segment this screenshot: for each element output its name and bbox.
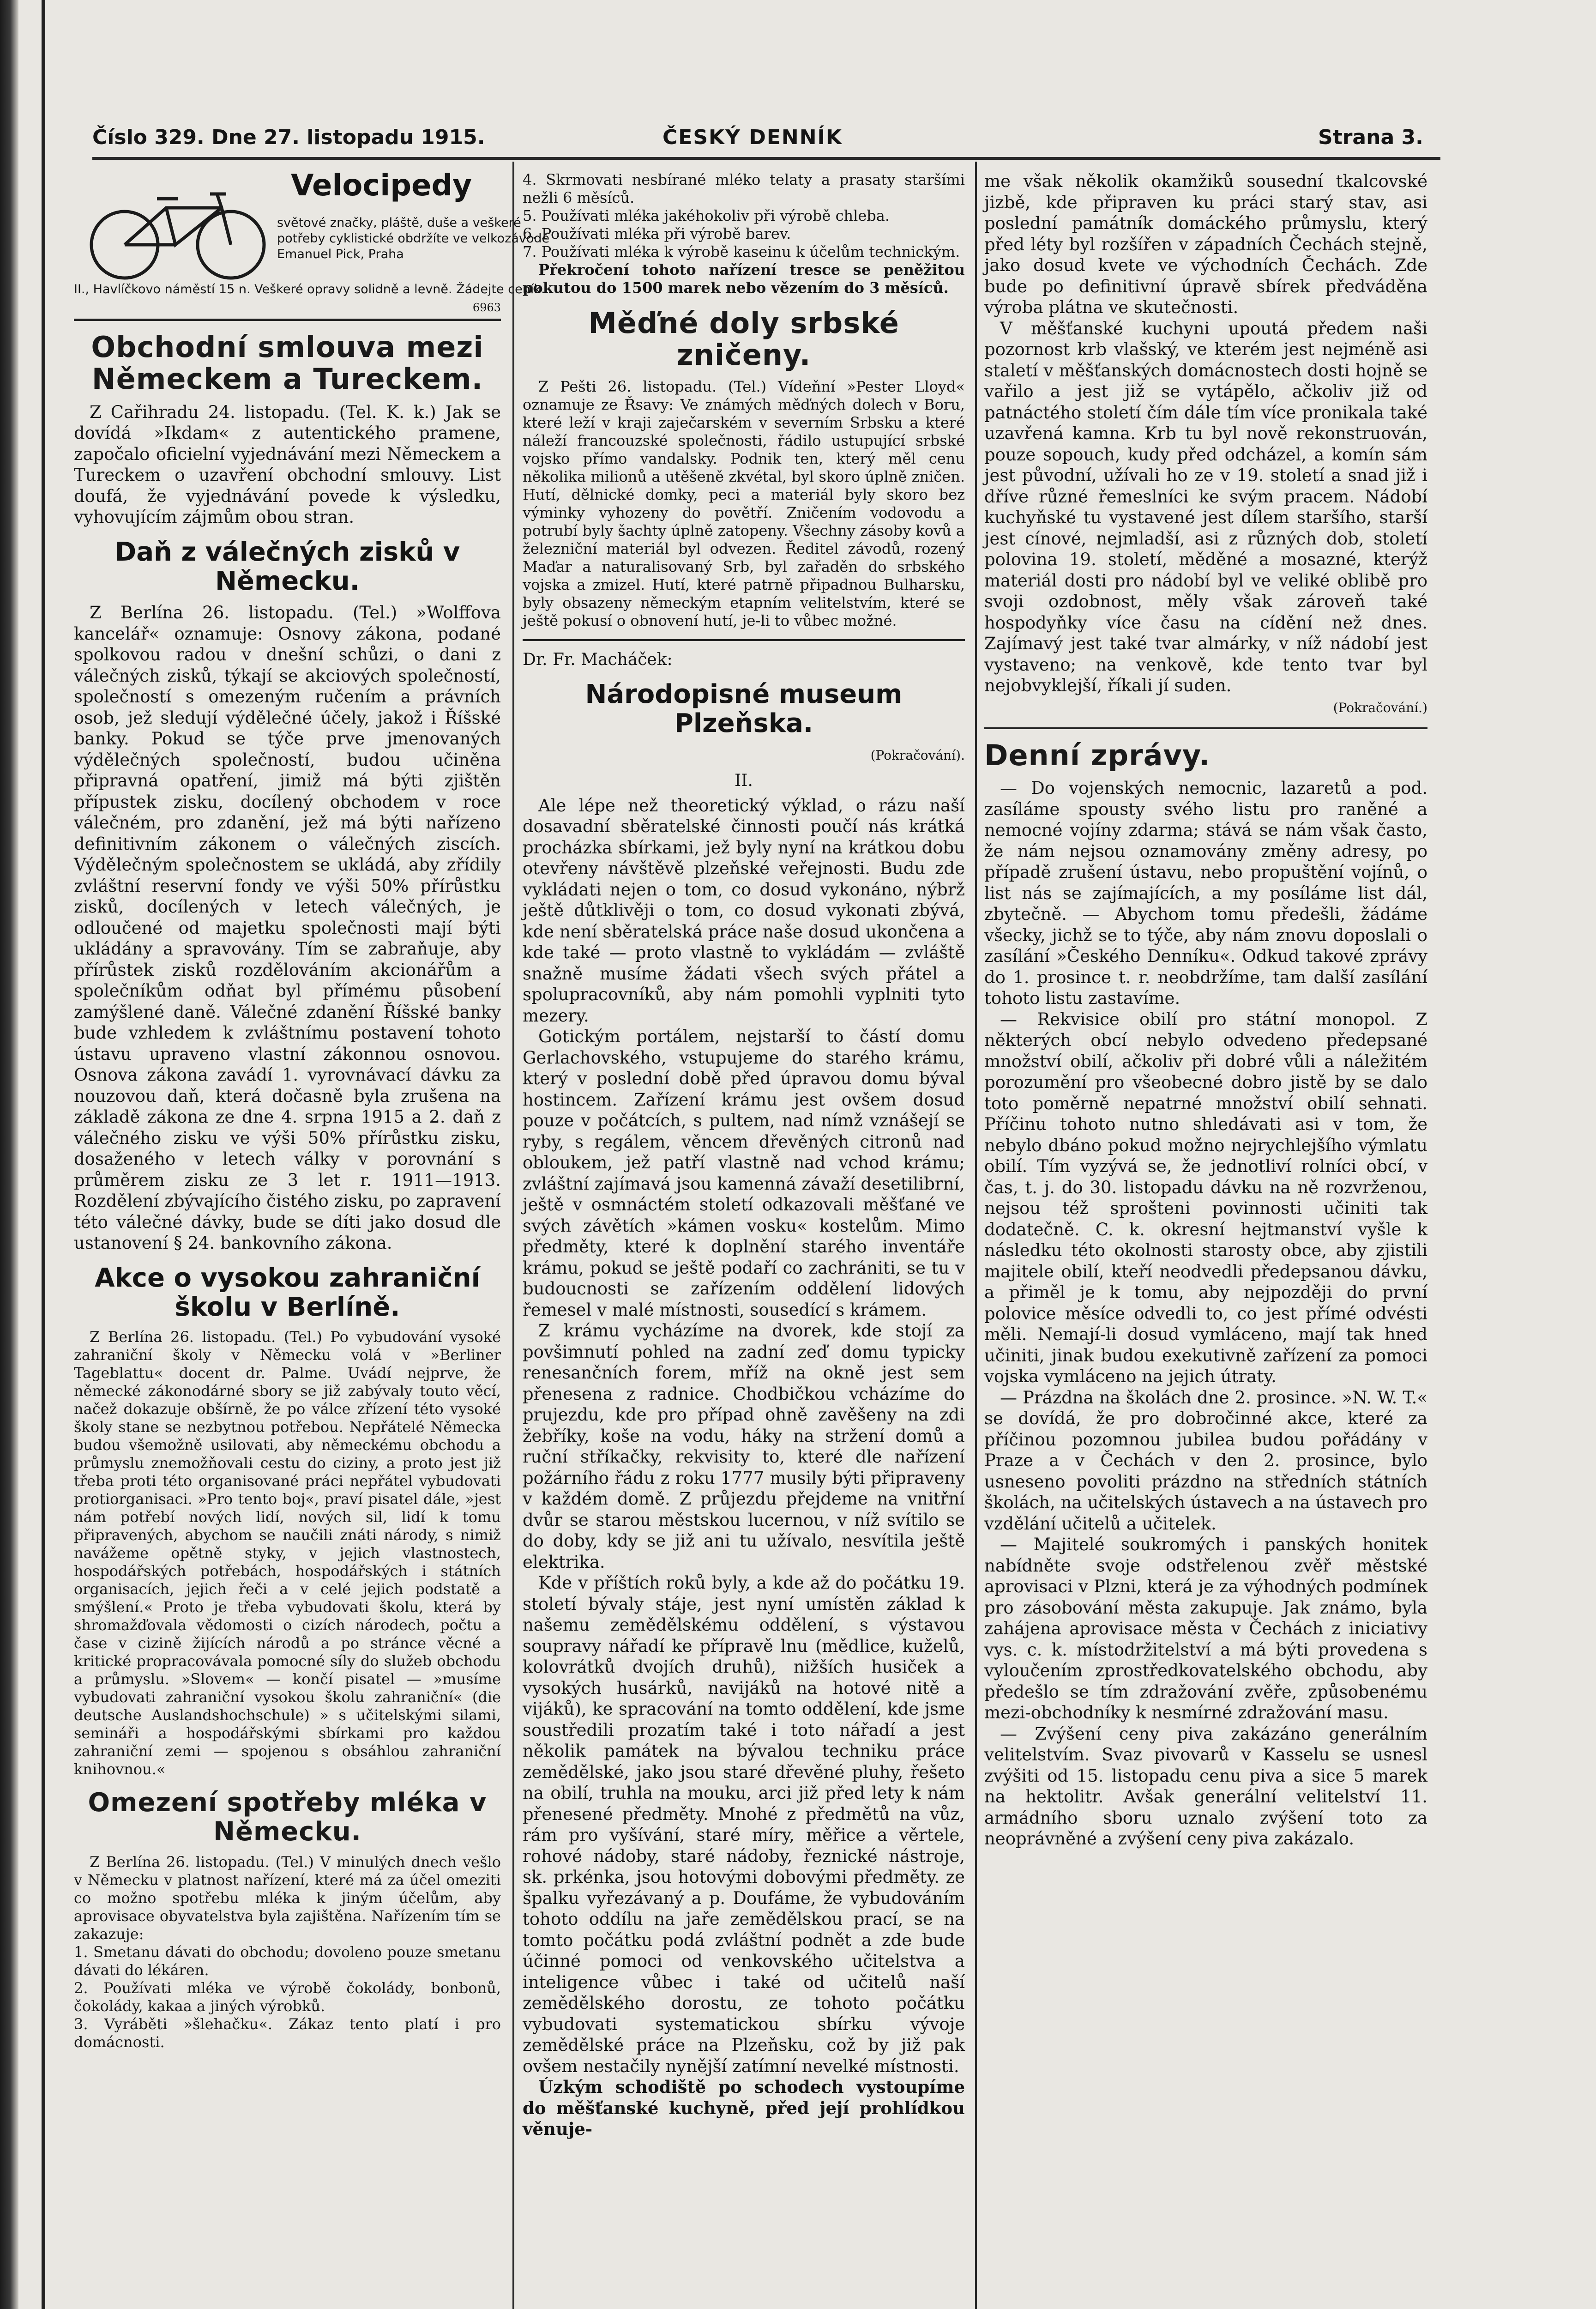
headline-museum: Národopisné museum Plzeňska.	[585, 679, 903, 739]
news-grain-requisition: — Rekvisice obilí pro státní monopol. Z některých obcí nebylo odvedeno předepsané množství obilí, ačkoliv při dobré vůli a náležitém porozumění pro všeobecné dobro jistě by se dalo toto poměrně nepatrné množství obilí sehnati. Příčinu tohoto nutno shledávati asi v tom, že nebylo dbáno pokud možno nejrychlejšího výmlatu obilí. Tím vyzývá se, že jednotliví rolníci obcí, v čas, t. j. do 30. listopadu dávku na ně rozvrženou, nejsou též sprošteni povinnosti učiniti tak dodatečně. C. k. okresní hejtmanství vyšle k následku této okolnosti starosty obce, aby zjistili majitele obilí, kteří neodvedli předepsanou dávku, a přiměl je k tomu, aby nejpozději do první polovice měsíce odvedli to, co jest přímé odvésti měli. Nemají-li dosud vymláceno, mají tak hned učiniti, jinak budou exekutivně zařízení za pomoci vojska vymláceno na jejich útraty.	[984, 1009, 1427, 1387]
header-rule	[92, 157, 1440, 160]
headline-war-profits-tax: Daň z válečných zisků v Německu.	[114, 537, 460, 596]
article-war-profits-tax: Z Berlína 26. listopadu. (Tel.) »Wolffova kancelář« oznamuje: Osnovy zákona, podané spolkovou radou v dnešní schůzi, o dani z válečných zisků, týkají se akciových společností, společností s omezeným ručením a právních osob, jež sledují výdělečné účely, jakož i Říšské banky. Pokud se týče prve jmenovaných výdělečných společností, budou učiněna připravná opatření, jimiž má býti zjištěn přípustek zisku, docílený obchodem v roce válečném, pro zdanění, jež má býti nařízeno definitivním zákonem o válečných ziscích. Výdělečným společnostem se ukládá, aby zřídily zvláštní reservní fondy ve výši 50% přírůstku zisků, docílených v letech válečných, je odloučené od majetku společnosti mají býti ukládány a spravovány. Tím se zabraňuje, aby přírůstek zisků rozdělováním akcionářům a společníkům odňat byl přímému působení zamýšlené daně. Válečné zdanění Říšské banky bude vzhledem k zvláštnímu postavení tohoto ústavu upraveno vlastní zákonnou osnovou. Osnova zákona zavádí 1. vyrovnávací dávku za nouzovou daň, která dočasně byla zrušena na základě zákona ze dne 4. srpna 1915 a 2. daň z válečného zisku ve výši 50% přírůstku zisku, dosaženého v letech války v porovnání s průměrem zisku ze 3 let r. 1911—1913. Rozdělení zbývajícího čistého zisku, po zapravení této válečné dávky, bude se díti jako dosud dle ustanovení § 24. bankovního zákona.	[74, 603, 501, 1253]
column-rule-2	[975, 162, 977, 2309]
list-item: 7. Používati mléka k výrobě kaseinu k účelům technickým.	[523, 243, 960, 260]
column-3	[984, 171, 1427, 1850]
ad-title: Velocipedy	[291, 169, 472, 203]
list-item: 3. Vyráběti »šlehačku«. Zákaz tento platí i pro domácnosti.	[74, 2015, 501, 2051]
article-museum-p2: Gotickým portálem, nejstarší to částí domu Gerlachovského, vstupujeme do starého krámu, který v poslední době před úpravou domu býval hostincem. Zařízení krámu jest ovšem dosud pouze v počátcích, s pultem, nad nímž vznášejí se ryby, s regálem, věncem dřevěných citronů nad obloukem, jež patří vlastně nad vchod krámu; zvláštní zajímavá jsou kamenná závaží desetilibrní, ještě v osmnáctém století odkazovali měšťané ve svých závětích »kámen vosku« kostelům. Mimo předměty, které k doplnění starého inventáře krámu, pokud se ještě podaří co zachrániti, se tu v budoucnosti se zařízením oddělení lidových řemesel v malé místnosti, sousedící s krámem.	[523, 1027, 965, 1320]
headline-foreign-school: Akce o vysokou zahraniční školu v Berlíně.	[95, 1263, 480, 1322]
headline-trade-treaty: Obchodní smlouva mezi Německem a Tureckem.	[91, 330, 484, 396]
column-2	[523, 171, 965, 2140]
ad-number: 6963	[472, 301, 501, 314]
ad-text: světové značky, pláště, duše a veškeré potřeby cyklistické obdržíte ve velkozávodě Emanuel Pick, Praha	[277, 216, 550, 261]
newspaper-title: ČESKÝ DENNÍK	[662, 126, 843, 149]
masthead	[92, 121, 1431, 153]
article-milk-restriction: Z Berlína 26. listopadu. (Tel.) V minulých dnech vešlo v Německu v platnost nařízení, které má za účel omeziti co možno spotřebu mléka k jiným účelům, aby aprovisace obyvatelstva byla zajištěna. Nařízením tím se zakazuje:	[74, 1853, 501, 1943]
penalty-note: Překročení tohoto nařízení tresce se peněžitou pokutou do 1500 marek nebo vězením do 3 měsíců.	[523, 261, 965, 296]
news-game-owners: — Majitelé soukromých i panských honitek nabídněte svoje odstřelenou zvěř městské aprovisaci v Plzni, která je za výhodných podmínek pro zásobování města zakupuje. Jak známo, byla zahájena aprovisace města v Čechách z iniciativy vys. c. k. místodržitelství a má býti provedena s vyloučením zprostředkovatelského obchodu, aby předešlo se tím zdražování zvěře, způsobenému mezi-obchodníky k nesmírné zdražování masu.	[984, 1535, 1427, 1723]
article-museum-p3: Z krámu vycházíme na dvorek, kde stojí za povšimnutí pohled na zadní zeď domu typicky renesančních forem, mříž na okně jest sem přenesena z radnice. Chodbičkou vcházíme do prujezdu, kde pro případ ohně zavěšeny na zdi žebříky, koše na vodu, háky na stržení domů a ruční stříkačky, rekvisity to, které dle nařízení požárního řádu z roku 1777 musily býti připraveny v každém domě. Z průjezdu přejdeme na vnitřní dvůr se starou městskou lucernou, v níž svítilo se do doby, kdy se již ani tu užívalo, nesvítila ještě elektrika.	[523, 1321, 965, 1572]
article-museum-p5: Úzkým schodiště po schodech vystoupíme do měšťanské kuchyně, před její prohlídkou věnuje-	[523, 2077, 965, 2140]
binding-stripe	[42, 0, 45, 2309]
continuation-note: (Pokračování.)	[1333, 700, 1427, 715]
news-hospitals: — Do vojenských nemocnic, lazaretů a pod. zasíláme spousty svého listu pro raněné a nemocné vojíny zdarma; stává se nám však často, že nám nejsou oznamovány změny adresy, po případě zrušení ústavu, nebo propuštění vojínů, o list nás se zajímajících, a my posíláme list dál, zbytečně. — Abychom tomu předešli, žádáme všecky, jichž se to týče, aby nám znovu doposlali o zasílání »Českého Denníku«. Odkud takové zprávy do 1. prosince t. r. neobdržíme, tam další zasílání tohoto listu zastavíme.	[984, 778, 1427, 1009]
issue-date: Číslo 329. Dne 27. listopadu 1915.	[92, 126, 485, 149]
news-beer-price: — Zvýšení ceny piva zakázáno generálním velitelstvím. Svaz pivovarů v Kasselu se usnesl zvýšiti od 15. listopadu cenu piva a sice 5 marek na hektolitr. Avšak generální velitelství 11. armádního sboru uznalo zvýšení toto za neoprávněné a zvýšení ceny piva zakázalo.	[984, 1723, 1427, 1849]
author-byline: Dr. Fr. Macháček:	[523, 650, 673, 669]
column-1	[74, 169, 550, 2051]
list-item: 1. Smetanu dávati do obchodu; dovoleno pouze smetanu dávati do lékáren.	[74, 1943, 501, 1979]
bicycle-advertisement	[74, 169, 550, 321]
article-museum-p4: Kde v příštích roků byly, a kde až do počátku 19. století bývaly stáje, jest nyní umístěn základ k našemu zemědělskému oddělení, s výstavou soupravy nářadí ke přípravě lnu (mědlice, kuželů, kolovrátků dvojích druhů), nižších husiček a vysokých husárků, navijáků na hotové nitě a vijáků), ke spracování na tomto oddělení, kde jsme soustředili prozatím také i toto nářadí a jest několik památek na bývalou techniku práce zemědělské, jako jsou staré dřevěné pluhy, řešeto na obilí, truhla na mouku, arci již před lety k nám přenesené předměty. Mnohé z předmětů na vůz, rám pro vyšívání, staré míry, měřice a věrtele, rohové nádoby, staré nádoby, řeznické nástroje, sk. prkénka, jsou hotovými dobovými předměty. ze špalku vyřezávaný a p. Doufáme, že vybudováním tohoto oddílu na jaře zemědělskou prací, se na tomto počátku podá zvláštní podnět a zde bude účinné pomoci od venkovského učitelstva a inteligence vůbec i také od učitelů naší zemědělského dorostu, ze tohoto počátku vybudovati systematickou sbírku vývoje zemědělské práce na Plzeňsku, což by již pak ovšem nestačily nynější zatímní nevelké místnosti.	[523, 1573, 965, 2076]
article-serbian-mines: Z Pešti 26. listopadu. (Tel.) Vídeňní »Pester Lloyd« oznamuje ze Řsavy: Ve známých měďných dolech v Boru, které leží v kraji zaječarském v severním Srbsku a které náleží francouzské společnosti, řádilo ustupující srbské vojsko přímo vandalsky. Podnik ten, který měl cenu několika milionů a utěšeně zkvétal, byl skoro úplně zničen. Hutí, dělnické domky, peci a materiál byly skoro bez výminky vyhozeny do povětří. Zničením vodovodu a potrubí byly šachty úplně zatopeny. Všechny zásoby kovů a železniční materiál byl odvezen. Ředitel závodů, rozený Maďar a naturalisovaný Srb, byl zařaděn do srbského vojska a zmizel. Hutí, které patrně připadnou Bulharsku, byly obsazeny německým etapním velitelstvím, které se ještě pokusí o obnovení hutí, je-li to vůbec možné.	[523, 377, 965, 629]
headline-daily-news: Denní zprávy.	[984, 738, 1211, 772]
article-trade-treaty: Z Cařihradu 24. listopadu. (Tel. K. k.) Jak se dovídá »Ikdam« z autentického pramene, započalo oficielní vyjednávání mezi Německem a Tureckem o uzavření obchodní smlouvy. List doufá, že vyjednávání povede k výsledku, vyhovujícím zájmům obou stran.	[74, 402, 501, 527]
news-school-holiday: — Prázdna na školách dne 2. prosince. »N. W. T.« se dovídá, že pro dobročinné akce, které za příčinou pozomnou jubilea budou pořádány v Praze a v Čechách v den 2. prosince, bylo usneseno povoliti prázdno na středních státních školách, na učitelských ústavech a na ústavech pro vzdělání učitelů a učitelek.	[984, 1387, 1427, 1534]
ad-address: II., Havlíčkovo náměstí 15 n. Veškeré opravy solidně a levně. Žádejte ceník.	[74, 282, 545, 296]
article-museum-continued-2: V měšťanské kuchyni upoutá předem naši pozornost krb vlašský, ve kterém jest nejméně asi staletí v měšťanských domácnostech dosti hojně se vařilo a jest již se vytápělo, ačkoliv již od patnáctého století čím dále tím více pronikala také uzavřená kamna. Krb tu byl nově rekonstruován, pouze sopouch, kudy před odcházel, a komín sám jest původní, užívali ho ze v 19. století a snad již i dříve různé řemeslníci ke svým pracem. Nádobí kuchyňské tu vystavené jest dílem staršího, starší jest cínové, nejmladší, asi z různých dob, století polovina 19. století, měděné a mosazné, kterýž materiál dosti pro nádobí byl ve veliké oblibě pro svoji ozdobnost, měly však zároveň také hospodyňky více času na cídění než dnes. Zajímavý jest také tvar almárky, v níž nádobí jest vystaveno; na venkově, kde tento tvar byl nejobvyklejší, říkali jí suden.	[984, 318, 1427, 695]
bicycle-icon	[83, 189, 272, 282]
section-divider	[523, 639, 965, 641]
binding-gutter	[0, 0, 18, 2309]
page-number: Strana 3.	[1318, 126, 1423, 149]
list-item: 5. Používati mléka jakéhokoliv při výrobě chleba.	[523, 207, 890, 224]
article-museum-p1: Ale lépe než theoretický výklad, o rázu naší dosavadní sběratelské činnosti poučí nás krátká procházka sbírkami, jež byly nyní na krátkou dobu otevřeny návštěvě plzeňské veřejnosti. Budu zde vykládati nejen o tom, co dosud vykonáno, nýbrž ještě důtklivěji o tom, co dosud vykonati zbývá, kde není sběratelská práce naše dosud ukončena a kde také — proto vlastně to vykládám — zvláště snažně musíme žádati všech svých přátel a spolupracovníků, aby nám pomohli vyplniti tyto mezery.	[523, 795, 965, 1026]
headline-serbian-mines: Měďné doly srbské zničeny.	[588, 306, 899, 372]
article-foreign-school: Z Berlína 26. listopadu. (Tel.) Po vybudování vysoké zahraniční školy v Německu volá v »Berliner Tageblattu« docent dr. Palme. Uvádí nejprve, že německé zákonodárné sbory se již zabývaly touto věcí, načež dokazuje obšírně, že po válce zřízení této vysoké školy stane se nezbytnou potřebou. Nepřátelé Německa budou všemožně usilovati, aby německému obchodu a průmyslu znemožňovali cestu do ciziny, a proto jest již třeba proti této organisované práci nepřátel vybudovati protiorganisaci. »Pro tento boj«, praví pisatel dále, »jest nám potřebí nových lidí, nových sil, lidí k tomu připravených, abychom se naučili znáti národy, s nimiž navážeme opětně styky, v jejich vlastnostech, hospodářských potřebách, hospodářských i státních organisacích, jejich řeči a v celé jejich podstatě a smýšlení.« Proto je třeba vybudovati školu, která by shromažďovala vědomosti o cizích národech, počtu a čase v cizině žijících národů a po stránce věcné a kritické propracovávala pomocné síly do služeb obchodu a průmyslu. »Slovem« — končí pisatel — »musíme vybudovati zahraniční vysokou školu zahraniční« (die deutsche Auslandshochschule) » s učitelskými silami, semináři a hospodářskými sbírkami pro každou zahraniční zemi — spojenou s obsáhlou zahraniční knihovnou.«	[74, 1328, 501, 1778]
part-number: II.	[735, 771, 753, 791]
article-museum-continued-1: me však několik okamžiků sousední tkalcovské jizbě, kde připraven ku práci starý stav, asi poslední památník domáckého průmyslu, který před léty byl rozšířen v západních Čechách stejně, jako dosud kvete ve východních Čechách. Zde bude po definitivní úpravě sbírek předváděna výroba plátna ve skutečnosti.	[984, 171, 1427, 317]
list-item: 6. Používati mléka při výrobě barev.	[523, 225, 791, 242]
section-divider	[984, 727, 1427, 729]
list-item: 4. Skrmovati nesbírané mléko telaty a prasaty staršími nežli 6 měsíců.	[523, 171, 965, 206]
column-rule-1	[512, 162, 514, 2309]
headline-milk-restriction: Omezení spotřeby mléka v Německu.	[88, 1788, 487, 1847]
list-item: 2. Používati mléka ve výrobě čokolády, bonbonů, čokolády, kakaa a jiných výrobků.	[74, 1979, 501, 2015]
continuation-note: (Pokračování).	[870, 747, 965, 763]
